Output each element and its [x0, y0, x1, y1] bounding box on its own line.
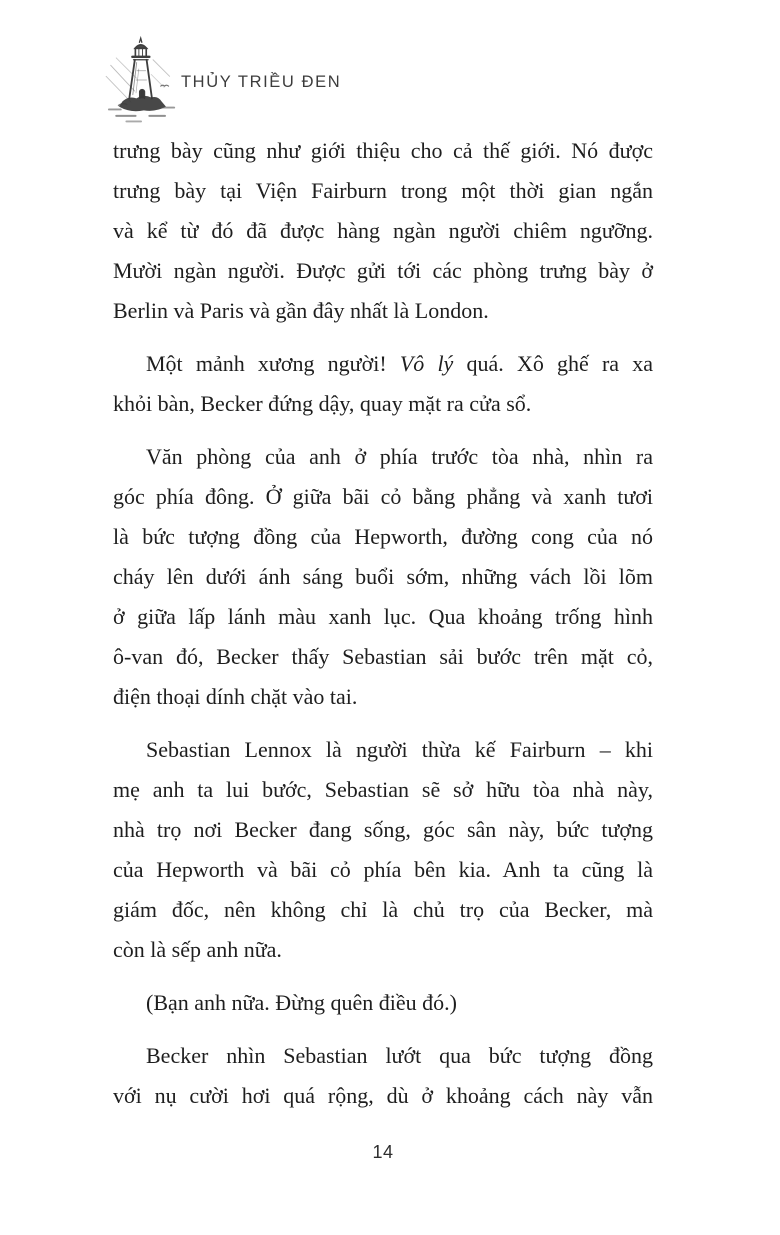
page-header	[0, 0, 780, 131]
page-number: 14	[372, 1142, 394, 1162]
text-line: nhà trọ nơi Becker đang sống, góc sân này, bức tượng	[113, 817, 653, 842]
text-line: góc phía đông. Ở giữa bãi cỏ bằng phẳng và xanh tươi	[113, 484, 653, 509]
paragraph	[113, 983, 653, 1023]
paragraph	[113, 437, 653, 717]
paragraph	[113, 344, 653, 424]
text-line: điện thoại dính chặt vào tai.	[113, 684, 358, 709]
text-line: ô-van đó, Becker thấy Sebastian sải bước trên mặt cỏ,	[113, 644, 653, 669]
text-line: còn là sếp anh nữa.	[113, 937, 282, 962]
text-line: Sebastian Lennox là người thừa kế Fairburn – khi	[146, 737, 653, 762]
text-line: là bức tượng đồng của Hepworth, đường cong của nó	[113, 524, 653, 549]
text-line: ở giữa lấp lánh màu xanh lục. Qua khoảng trống hình	[113, 604, 653, 629]
italic-phrase: Vô lý	[399, 351, 454, 376]
lighthouse-icon	[96, 34, 188, 126]
text-segment: Một mảnh xương người!	[146, 351, 400, 376]
text-line: Berlin và Paris và gần đây nhất là London.	[113, 298, 489, 323]
text-line: cháy lên dưới ánh sáng buổi sớm, những vách lồi lõm	[113, 564, 653, 589]
body-text	[113, 131, 653, 1116]
page-footer	[113, 1142, 653, 1163]
text-line: và kể từ đó đã được hàng ngàn người chiêm ngưỡng.	[113, 218, 653, 243]
text-line: với nụ cười hơi quá rộng, dù ở khoảng cách này vẫn	[113, 1083, 653, 1108]
text-segment: quá. Xô ghế ra xa	[453, 351, 653, 376]
paragraph	[113, 131, 653, 331]
running-title: THỦY TRIỀU ĐEN	[181, 73, 342, 91]
paragraph	[113, 730, 653, 970]
text-line	[113, 344, 653, 384]
text-line: Becker nhìn Sebastian lướt qua bức tượng đồng	[146, 1043, 653, 1068]
text-line: trưng bày tại Viện Fairburn trong một thời gian ngắn	[113, 178, 653, 203]
paragraph	[113, 1036, 653, 1116]
text-line: giám đốc, nên không chỉ là chủ trọ của Becker, mà	[113, 897, 653, 922]
text-line: Văn phòng của anh ở phía trước tòa nhà, nhìn ra	[146, 444, 653, 469]
text-line: (Bạn anh nữa. Đừng quên điều đó.)	[146, 990, 457, 1015]
text-line: trưng bày cũng như giới thiệu cho cả thế giới. Nó được	[113, 138, 653, 163]
text-line: Mười ngàn người. Được gửi tới các phòng trưng bày ở	[113, 258, 653, 283]
text-line: của Hepworth và bãi cỏ phía bên kia. Anh ta cũng là	[113, 857, 653, 882]
text-line: khỏi bàn, Becker đứng dậy, quay mặt ra cửa sổ.	[113, 391, 532, 416]
text-line: mẹ anh ta lui bước, Sebastian sẽ sở hữu tòa nhà này,	[113, 777, 653, 802]
